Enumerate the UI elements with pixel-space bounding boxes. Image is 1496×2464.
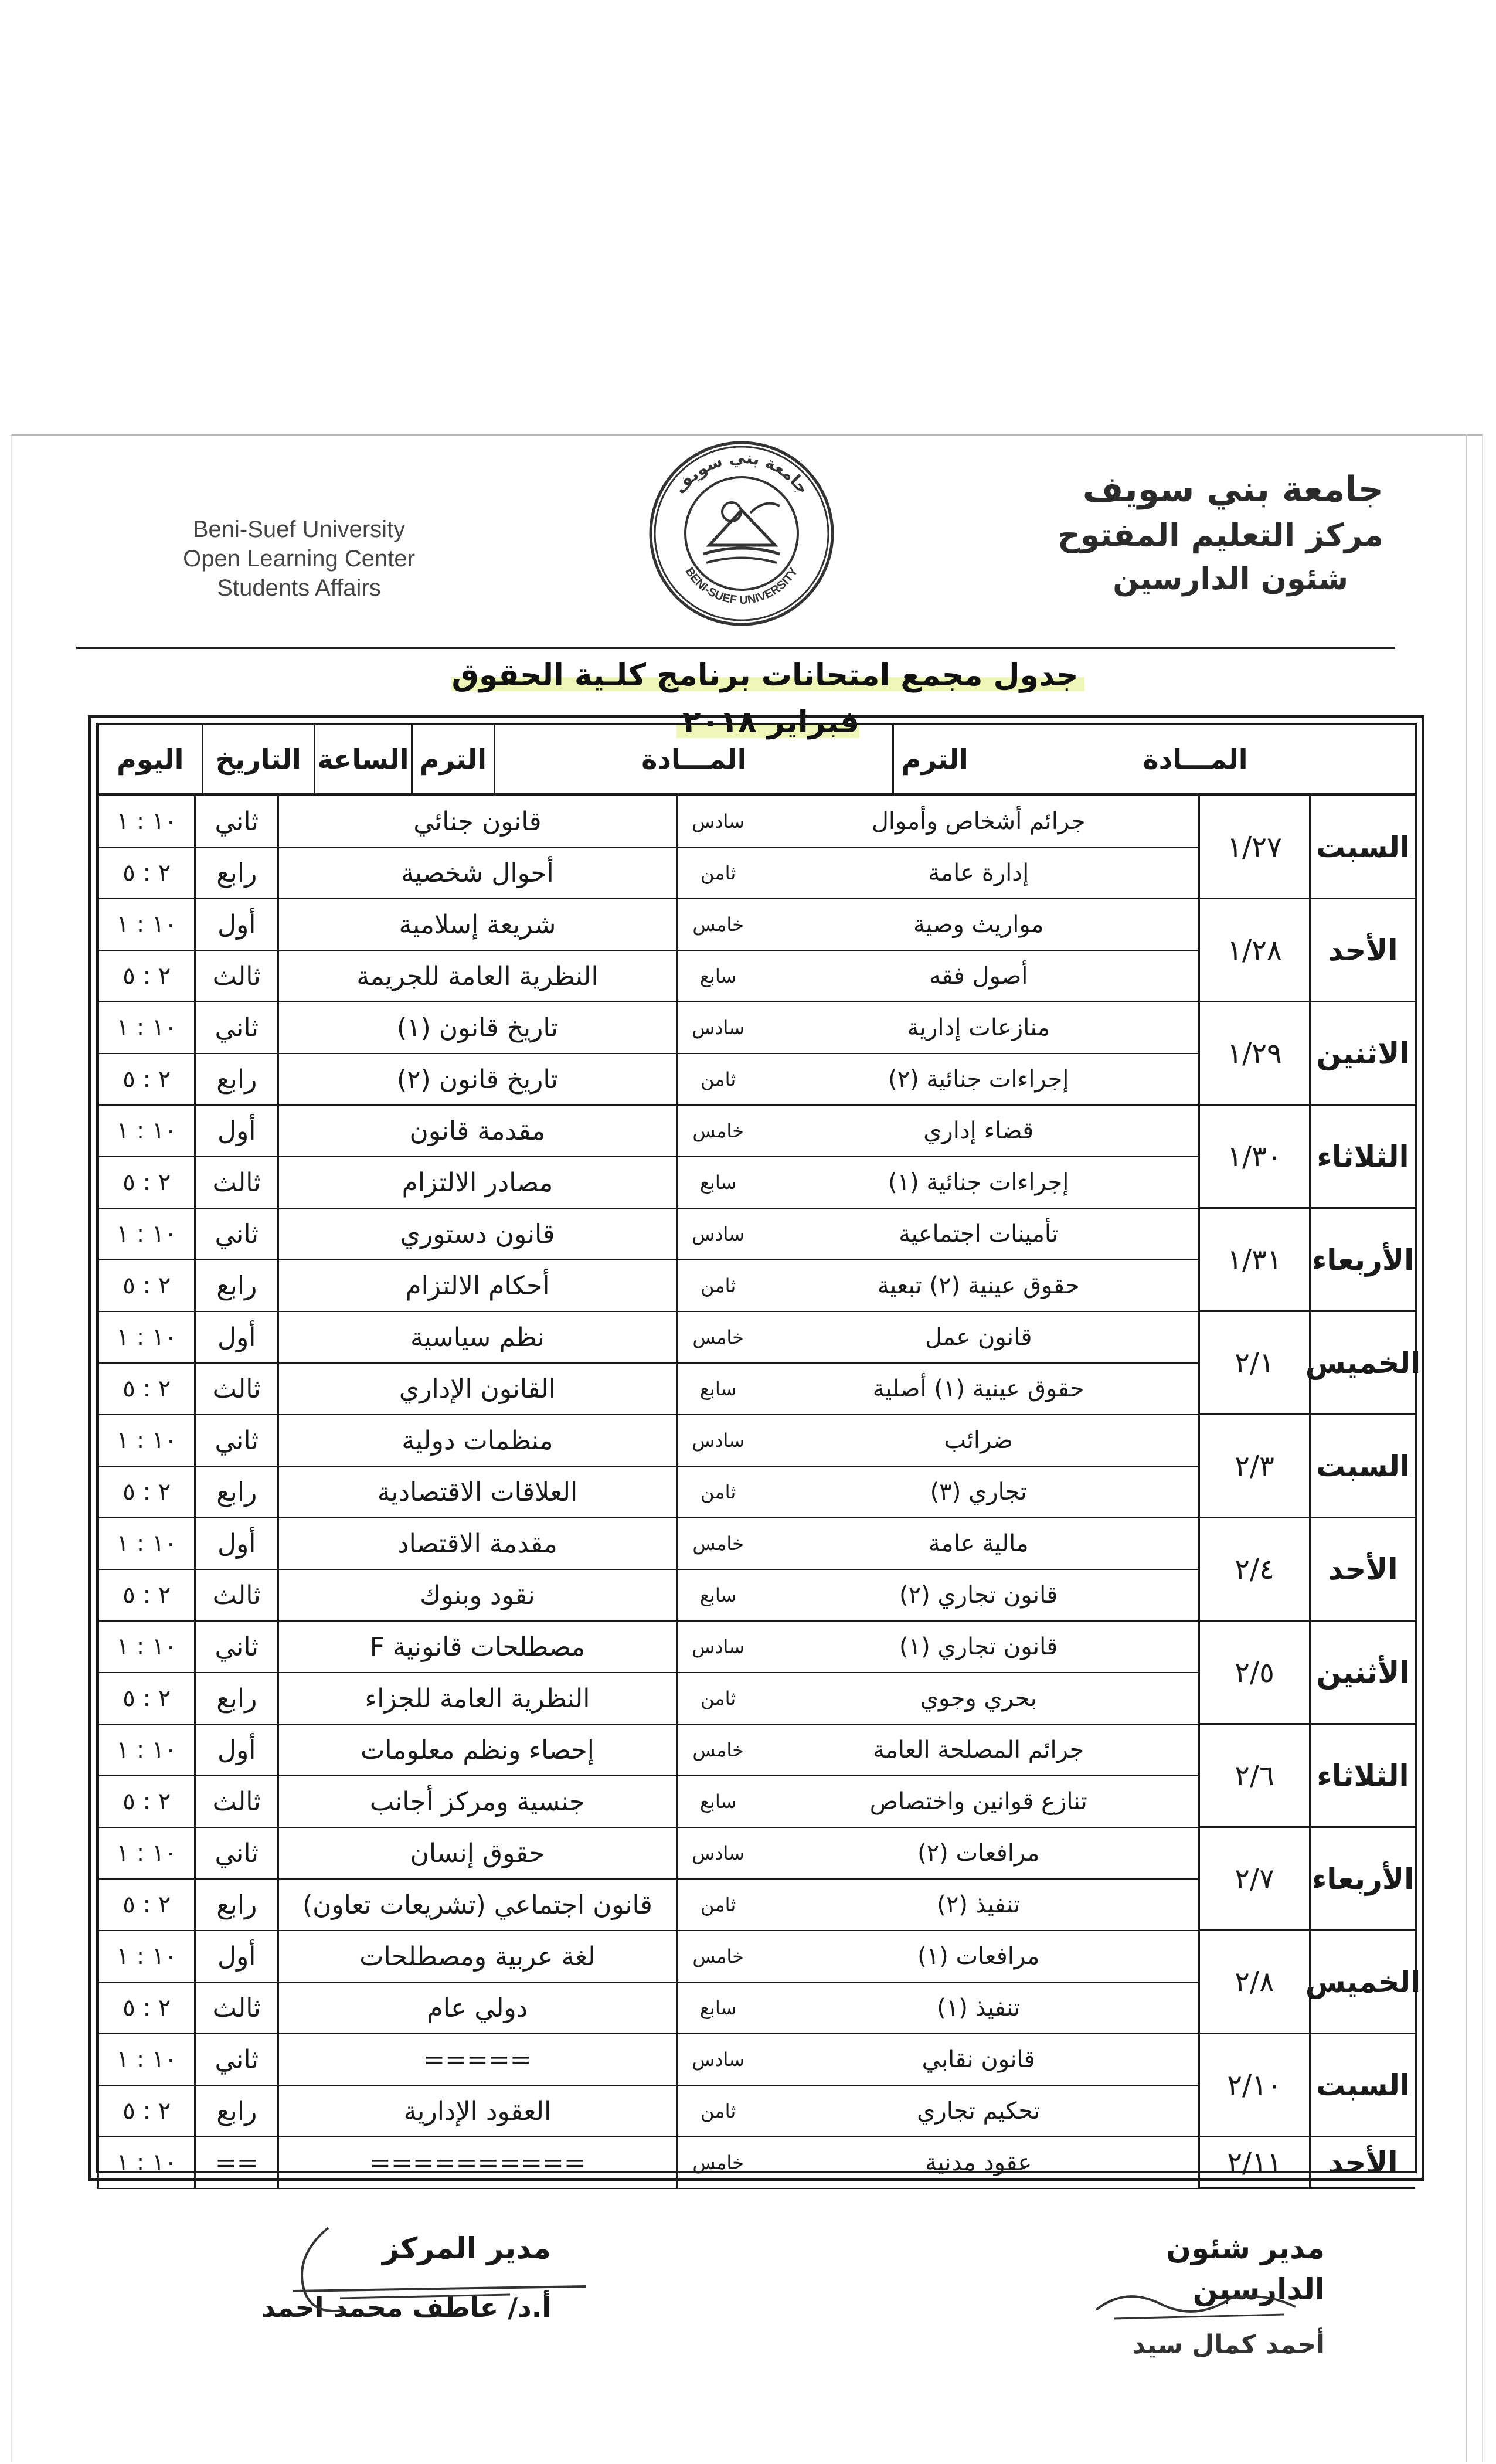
term1-cell: أول (194, 1106, 277, 1157)
subject2-cell: مرافعات (١) (759, 1931, 1198, 1983)
term2-cell: سابع (676, 1983, 759, 2034)
signature-right-title: مدير شئون الدارسين (1166, 2231, 1325, 2306)
subject1-cell: النظرية العامة للجزاء (277, 1673, 676, 1725)
signature-left-title: مدير المركز (382, 2231, 551, 2265)
subject1-cell: قانون دستوري (277, 1209, 676, 1260)
table-row (97, 796, 1198, 848)
term2-cell: خامس (676, 2137, 759, 2189)
subject1-cell: دولي عام (277, 1983, 676, 2034)
term2-cell: خامس (676, 1518, 759, 1570)
subject1-cell: قانون اجتماعي (تشريعات تعاون) (277, 1880, 676, 1931)
term1-cell: أول (194, 1518, 277, 1570)
table-row (97, 2034, 1198, 2086)
header-term2: الترم (892, 725, 975, 796)
subject1-cell: أحوال شخصية (277, 848, 676, 899)
subject1-cell: أحكام الالتزام (277, 1260, 676, 1312)
day-cell: الأثنين (1311, 1622, 1415, 1725)
term1-cell: ثالث (194, 1776, 277, 1828)
day-cell: الأحد (1311, 1518, 1415, 1622)
term1-cell: رابع (194, 848, 277, 899)
table-row (97, 1415, 1198, 1467)
subject2-cell: تحكيم تجاري (759, 2086, 1198, 2137)
term2-cell: سابع (676, 951, 759, 1002)
header-arabic (1032, 466, 1383, 601)
time-cell: ١٠ : ١ (97, 1828, 194, 1880)
subject1-cell: قانون جنائي (277, 796, 676, 848)
day-cell: الثلاثاء (1311, 1725, 1415, 1828)
term2-cell: خامس (676, 1931, 759, 1983)
term2-cell: ثامن (676, 1880, 759, 1931)
term1-cell: رابع (194, 2086, 277, 2137)
term2-cell: ثامن (676, 2086, 759, 2137)
time-cell: ٢ : ٥ (97, 1260, 194, 1312)
time-cell: ١٠ : ١ (97, 899, 194, 951)
time-cell: ٢ : ٥ (97, 1983, 194, 2034)
time-cell: ٢ : ٥ (97, 1364, 194, 1415)
table-row (97, 1106, 1198, 1157)
term2-cell: ثامن (676, 1467, 759, 1518)
table-row (97, 899, 1198, 951)
document-title-text: جدول مجمع امتحانات برنامج كلـية الحقوق فبراير ٢٠١٨ (451, 658, 1084, 740)
table-row (97, 1880, 1198, 1931)
subject2-cell: مواريث وصية (759, 899, 1198, 951)
day-cell: السبت (1311, 1415, 1415, 1518)
subject2-cell: تجاري (٣) (759, 1467, 1198, 1518)
term1-cell: أول (194, 1725, 277, 1776)
date-cell: ١/٢٧ (1198, 796, 1311, 899)
term2-cell: سابع (676, 1364, 759, 1415)
subject2-cell: قانون تجاري (٢) (759, 1570, 1198, 1622)
table-row (97, 1725, 1198, 1776)
time-cell: ١٠ : ١ (97, 1622, 194, 1673)
term1-cell: ثاني (194, 796, 277, 848)
time-cell: ٢ : ٥ (97, 1880, 194, 1931)
header-time: الساعة (314, 725, 411, 796)
table-row (97, 1931, 1198, 1983)
term2-cell: سادس (676, 1622, 759, 1673)
term2-cell: سادس (676, 2034, 759, 2086)
day-cell: السبت (1311, 796, 1415, 899)
table-row (97, 1312, 1198, 1364)
term1-cell: ثاني (194, 1622, 277, 1673)
time-cell: ١٠ : ١ (97, 1931, 194, 1983)
table-header-row (97, 725, 1415, 796)
subject2-cell: تنفيذ (١) (759, 1983, 1198, 2034)
subject1-cell: حقوق إنسان (277, 1828, 676, 1880)
day-cell: الخميس (1311, 1312, 1415, 1415)
subject2-cell: عقود مدنية (759, 2137, 1198, 2189)
table-row (97, 1054, 1198, 1106)
term2-cell: خامس (676, 1312, 759, 1364)
day-cell: الأحد (1311, 899, 1415, 1002)
header-arabic-center: مركز التعليم المفتوح (1057, 516, 1383, 553)
subject2-cell: ضرائب (759, 1415, 1198, 1467)
svg-text:BENI-SUEF UNIVERSITY: BENI-SUEF UNIVERSITY (682, 565, 801, 607)
header-english-line-affairs: Students Affairs (217, 575, 381, 601)
subject2-cell: تأمينات اجتماعية (759, 1209, 1198, 1260)
term1-cell: ثالث (194, 1570, 277, 1622)
term2-cell: خامس (676, 1106, 759, 1157)
table-row (97, 1002, 1198, 1054)
term1-cell: رابع (194, 1467, 277, 1518)
table-row (97, 2137, 1198, 2189)
term1-cell: ثاني (194, 1828, 277, 1880)
date-cell: ١/٣٠ (1198, 1106, 1311, 1209)
subject1-cell: النظرية العامة للجريمة (277, 951, 676, 1002)
term2-cell: خامس (676, 1725, 759, 1776)
header-rule (76, 647, 1395, 649)
table-row (97, 1983, 1198, 2034)
term1-cell: ثاني (194, 1002, 277, 1054)
subject2-cell: إدارة عامة (759, 848, 1198, 899)
time-cell: ٢ : ٥ (97, 1467, 194, 1518)
time-cell: ١٠ : ١ (97, 2034, 194, 2086)
table-row (97, 1364, 1198, 1415)
term1-cell: أول (194, 1931, 277, 1983)
subject2-cell: منازعات إدارية (759, 1002, 1198, 1054)
term1-cell: أول (194, 1312, 277, 1364)
time-cell: ٢ : ٥ (97, 1673, 194, 1725)
page-edge-right-outer (1482, 434, 1483, 2462)
date-cell: ٢/٧ (1198, 1828, 1311, 1931)
subject1-cell: القانون الإداري (277, 1364, 676, 1415)
date-cell: ٢/٨ (1198, 1931, 1311, 2034)
subject1-cell: ========== (277, 2137, 676, 2189)
time-cell: ١٠ : ١ (97, 1518, 194, 1570)
subject2-cell: قانون عمل (759, 1312, 1198, 1364)
term1-cell: رابع (194, 1054, 277, 1106)
date-cell: ٢/١ (1198, 1312, 1311, 1415)
header-english-line-university: Beni-Suef University (192, 516, 406, 542)
handwritten-signature-right (1090, 2275, 1301, 2327)
time-cell: ١٠ : ١ (97, 1415, 194, 1467)
subject2-cell: بحري وجوي (759, 1673, 1198, 1725)
header-term1: الترم (411, 725, 494, 796)
day-cell: الخميس (1311, 1931, 1415, 2034)
subject2-cell: مرافعات (٢) (759, 1828, 1198, 1880)
time-cell: ٢ : ٥ (97, 848, 194, 899)
date-cell: ٢/٤ (1198, 1518, 1311, 1622)
time-cell: ١٠ : ١ (97, 2137, 194, 2189)
term2-cell: ثامن (676, 1260, 759, 1312)
time-cell: ٢ : ٥ (97, 1570, 194, 1622)
table-row (97, 1673, 1198, 1725)
time-cell: ١٠ : ١ (97, 1002, 194, 1054)
term2-cell: سادس (676, 1828, 759, 1880)
subject2-cell: جرائم أشخاص وأموال (759, 796, 1198, 848)
date-cell: ٢/٦ (1198, 1725, 1311, 1828)
term2-cell: سابع (676, 1776, 759, 1828)
subject1-cell: مصطلحات قانونية F (277, 1622, 676, 1673)
term1-cell: ثاني (194, 2034, 277, 2086)
table-row (97, 1776, 1198, 1828)
day-cell: السبت (1311, 2034, 1415, 2137)
date-cell: ٢/١١ (1198, 2137, 1311, 2189)
term1-cell: رابع (194, 1260, 277, 1312)
term1-cell: ثاني (194, 1415, 277, 1467)
page-edge-right (1466, 434, 1467, 2462)
subject1-cell: شريعة إسلامية (277, 899, 676, 951)
subject2-cell: مالية عامة (759, 1518, 1198, 1570)
subject1-cell: العلاقات الاقتصادية (277, 1467, 676, 1518)
time-cell: ١٠ : ١ (97, 1106, 194, 1157)
subject2-cell: إجراءات جنائية (١) (759, 1157, 1198, 1209)
table-row (97, 1209, 1198, 1260)
subject1-cell: العقود الإدارية (277, 2086, 676, 2137)
term2-cell: ثامن (676, 1673, 759, 1725)
exam-schedule-table-inner (96, 723, 1421, 2180)
time-cell: ١٠ : ١ (97, 796, 194, 848)
subject2-cell: حقوق عينية (٢) تبعية (759, 1260, 1198, 1312)
subject1-cell: مقدمة قانون (277, 1106, 676, 1157)
table-row (97, 1622, 1198, 1673)
date-cell: ٢/١٠ (1198, 2034, 1311, 2137)
table-row (97, 1570, 1198, 1622)
table-row (97, 951, 1198, 1002)
term2-cell: ثامن (676, 848, 759, 899)
signature-left-name: أ.د/ عاطف محمد احمد (261, 2292, 551, 2323)
subject1-cell: منظمات دولية (277, 1415, 676, 1467)
table-row (97, 848, 1198, 899)
header-subject2: المـــادة (975, 725, 1415, 796)
table-row (97, 1828, 1198, 1880)
term2-cell: سادس (676, 1415, 759, 1467)
term1-cell: رابع (194, 1880, 277, 1931)
table-row (97, 1157, 1198, 1209)
term2-cell: خامس (676, 899, 759, 951)
subject2-cell: قانون نقابي (759, 2034, 1198, 2086)
day-cell: الثلاثاء (1311, 1106, 1415, 1209)
header-english-line-center: Open Learning Center (183, 546, 415, 572)
term1-cell: ثالث (194, 1983, 277, 2034)
table-row (97, 1467, 1198, 1518)
table-row (97, 1260, 1198, 1312)
date-cell: ٢/٣ (1198, 1415, 1311, 1518)
header-arabic-university: جامعة بني سويف (1082, 469, 1383, 510)
term2-cell: سادس (676, 1002, 759, 1054)
subject1-cell: إحصاء ونظم معلومات (277, 1725, 676, 1776)
time-cell: ٢ : ٥ (97, 1776, 194, 1828)
subject2-cell: أصول فقه (759, 951, 1198, 1002)
handwritten-signature-left (258, 2222, 610, 2327)
university-seal (645, 437, 838, 630)
subject1-cell: تاريخ قانون (١) (277, 1002, 676, 1054)
header-day: اليوم (97, 725, 202, 796)
time-cell: ٢ : ٥ (97, 951, 194, 1002)
table-row (97, 1518, 1198, 1570)
header-date: التاريخ (202, 725, 314, 796)
subject2-cell: تنازع قوانين واختصاص (759, 1776, 1198, 1828)
date-cell: ١/٢٩ (1198, 1002, 1311, 1106)
date-cell: ٢/٥ (1198, 1622, 1311, 1725)
date-cell: ١/٢٨ (1198, 899, 1311, 1002)
header-subject1: المـــادة (494, 725, 892, 796)
time-cell: ٢ : ٥ (97, 2086, 194, 2137)
time-cell: ١٠ : ١ (97, 1209, 194, 1260)
term1-cell: ثالث (194, 1364, 277, 1415)
header-arabic-affairs: شئون الدارسين (1113, 562, 1348, 597)
date-cell: ١/٣١ (1198, 1209, 1311, 1312)
time-cell: ٢ : ٥ (97, 1157, 194, 1209)
exam-schedule-table (88, 715, 1424, 2181)
signature-right-name: أحمد كمال سيد (1132, 2330, 1325, 2360)
header-english (147, 515, 451, 603)
term1-cell: رابع (194, 1673, 277, 1725)
subject1-cell: نقود وبنوك (277, 1570, 676, 1622)
term2-cell: سادس (676, 796, 759, 848)
term1-cell: ثالث (194, 951, 277, 1002)
subject1-cell: مقدمة الاقتصاد (277, 1518, 676, 1570)
term1-cell: ثالث (194, 1157, 277, 1209)
subject1-cell: نظم سياسية (277, 1312, 676, 1364)
subject2-cell: جرائم المصلحة العامة (759, 1725, 1198, 1776)
subject1-cell: مصادر الالتزام (277, 1157, 676, 1209)
page-edge-left (11, 434, 12, 2462)
day-cell: الأحد (1311, 2137, 1415, 2189)
svg-text:جامعة بني سويف: جامعة بني سويف (670, 447, 813, 498)
term2-cell: ثامن (676, 1054, 759, 1106)
subject2-cell: تنفيذ (٢) (759, 1880, 1198, 1931)
day-cell: الاثنين (1311, 1002, 1415, 1106)
subject1-cell: تاريخ قانون (٢) (277, 1054, 676, 1106)
day-cell: الأربعاء (1311, 1828, 1415, 1931)
time-cell: ٢ : ٥ (97, 1054, 194, 1106)
subject1-cell: جنسية ومركز أجانب (277, 1776, 676, 1828)
term2-cell: سادس (676, 1209, 759, 1260)
time-cell: ١٠ : ١ (97, 1725, 194, 1776)
term1-cell: أول (194, 899, 277, 951)
subject2-cell: حقوق عينية (١) أصلية (759, 1364, 1198, 1415)
day-cell: الأربعاء (1311, 1209, 1415, 1312)
subject2-cell: قضاء إداري (759, 1106, 1198, 1157)
subject2-cell: قانون تجاري (١) (759, 1622, 1198, 1673)
subject1-cell: لغة عربية ومصطلحات (277, 1931, 676, 1983)
subject1-cell: ===== (277, 2034, 676, 2086)
subject2-cell: إجراءات جنائية (٢) (759, 1054, 1198, 1106)
term2-cell: سابع (676, 1157, 759, 1209)
term1-cell: ثاني (194, 1209, 277, 1260)
term1-cell: == (194, 2137, 277, 2189)
term2-cell: سابع (676, 1570, 759, 1622)
time-cell: ١٠ : ١ (97, 1312, 194, 1364)
table-row (97, 2086, 1198, 2137)
